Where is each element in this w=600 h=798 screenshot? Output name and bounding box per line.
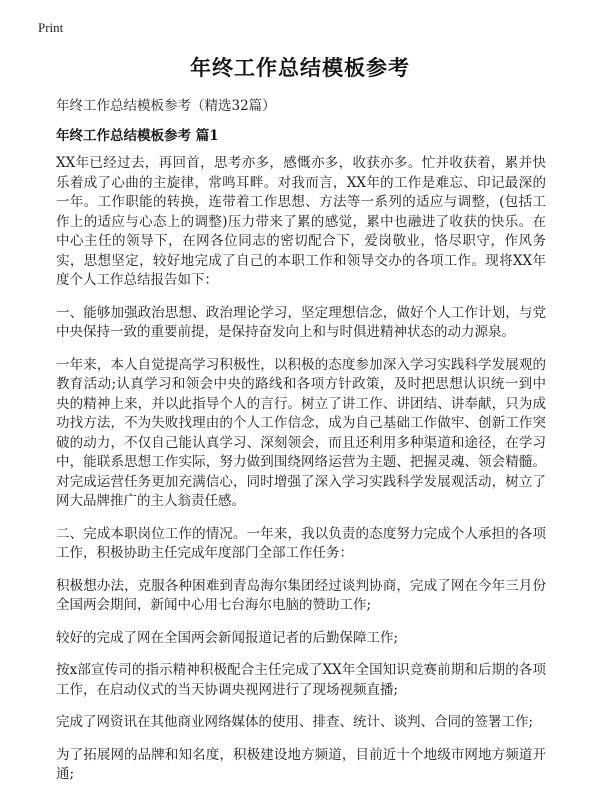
- paragraph-item-media: 完成了网资讯在其他商业网络媒体的使用、排查、统计、谈判、合同的签署工作;: [56, 714, 534, 730]
- paragraph-item-sponsorship: 积极想办法，克服各种困难到青岛海尔集团经过谈判协商，完成了网在今年三月份全国两会期间，新闻中心用七台海尔电脑的赞助工作;: [56, 577, 546, 613]
- section-heading: 年终工作总结模板参考 篇1: [56, 128, 219, 144]
- print-link[interactable]: Print: [38, 20, 64, 35]
- paragraph-section-one: 一、能够加强政治思想、政治理论学习，坚定理想信念，做好个人工作计划，与党中央保持一致的重要前提，是保持奋发向上和与时俱进精神状态的动力源泉。: [56, 304, 546, 340]
- paragraph-item-channels: 为了拓展网的品牌和知名度，积极建设地方频道，目前近十个地级市网地方频道开通;: [56, 746, 546, 782]
- paragraph-section-two: 二、完成本职岗位工作的情况。一年来，我以负责的态度努力完成个人承担的各项工作，积极协助主任完成年度部门全部工作任务：: [56, 525, 546, 561]
- paragraph-item-logistics: 较好的完成了网在全国两会新闻报道记者的后勤保障工作;: [56, 629, 399, 646]
- paragraph-study: 一年来，本人自觉提高学习积极性，以积极的态度参加深入学习实践科学发展观的教育活动;认真学习和领会中央的路线和各项方针政策，及时把思想认识统一到中央的精神上来，并以此指导个人的言行。树立了讲工作、讲团结、讲奉献，只为成功找方法，不为失败找理由的个人工作信念，成为自己基础工作做牢、创新工作突破的动力，不仅自己能认真学习、深刻领会，而且还利用多种渠道和途径，在学习中，能联系思想工作实际，努力做到围绕网络运营为主题、把握灵魂、领会精髓。对完成运营任务更加充满信心，同时增强了深入学习实践科学发展观活动，树立了网大品牌推广的主人翁责任感。: [56, 356, 546, 509]
- document-subtitle: 年终工作总结模板参考（精选32篇）: [56, 98, 276, 114]
- document-title: 年终工作总结模板参考: [190, 55, 410, 80]
- paragraph-intro: XX年已经过去，再回首，思考亦多，感慨亦多，收获亦多。忙并收获着，累并快乐着成了心曲的主旋律，常鸣耳畔。对我而言，XX年的工作是难忘、印记最深的一年。工作职能的转换，连带着工作思想、方法等一系列的适应与调整，(包括工作上的适应与心态上的调整)压力带来了累的感觉，累中也融进了收获的快乐。在中心主任的领导下，在网各位同志的密切配合下，爱岗敬业，恪尽职守，作风务实，思想坚定，较好地完成了自己的本职工作和领导交办的各项工作。现将XX年度个人工作总结报告如下：: [56, 155, 546, 288]
- document-body: [56, 154, 546, 798]
- paragraph-item-competition: 按x部宣传司的指示精神积极配合主任完成了XX年全国知识竞赛前期和后期的各项工作，在启动仪式的当天协调央视网进行了现场视频直播;: [56, 662, 546, 698]
